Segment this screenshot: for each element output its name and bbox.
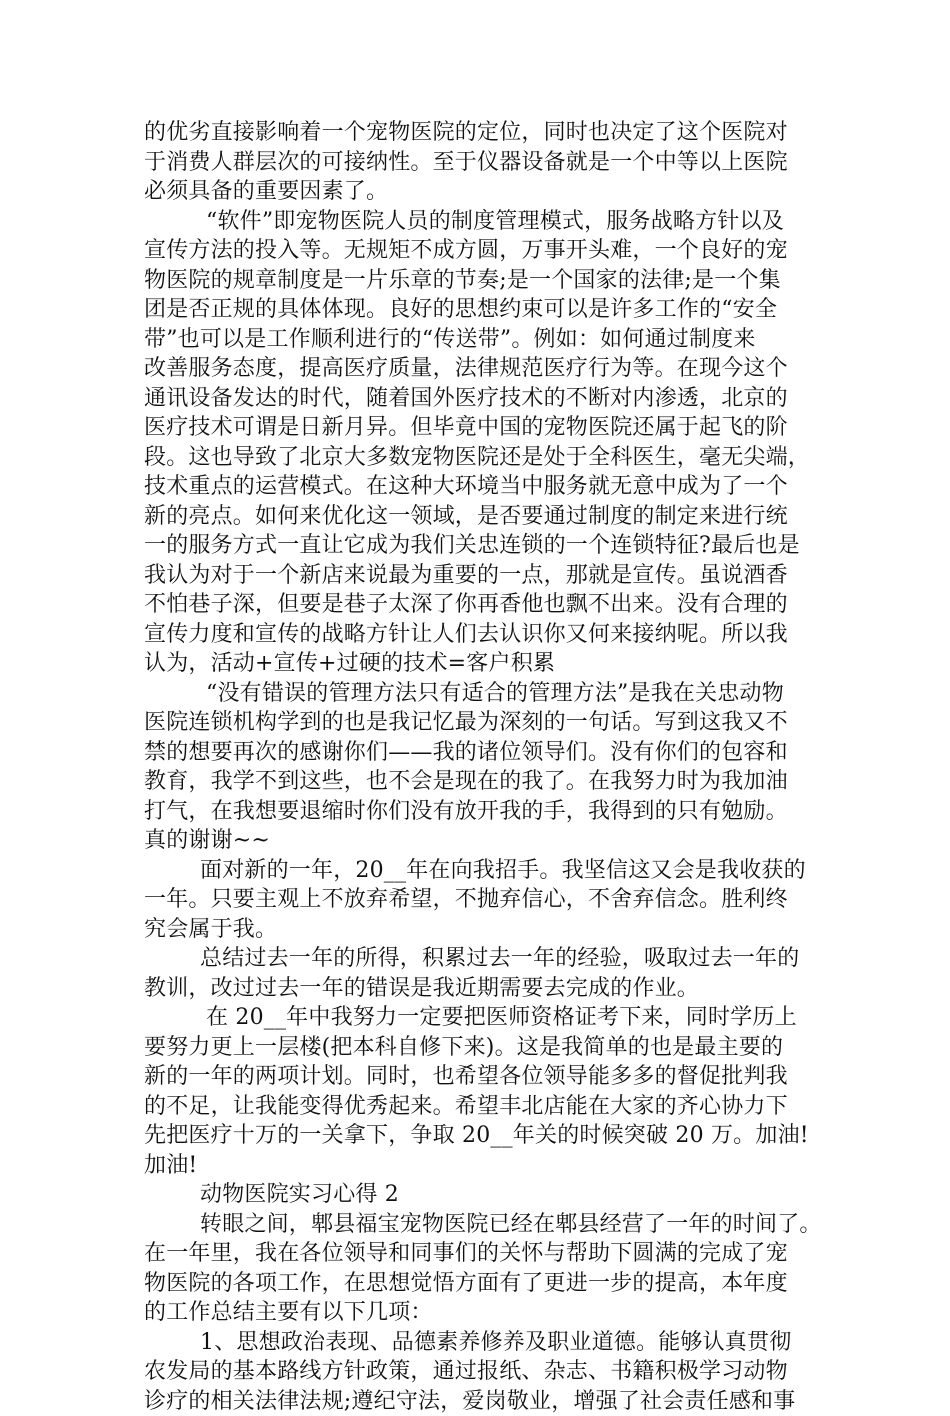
text-line: 通讯设备发达的时代，随着国外医疗技术的不断对内渗透，北京的 <box>144 384 820 414</box>
text-line: 诊疗的相关法律法规;遵纪守法，爱岗敬业，增强了社会责任感和事 <box>144 1387 820 1416</box>
text-line: 医院连锁机构学到的也是我记忆最为深刻的一句话。写到这我又不 <box>144 708 820 738</box>
text-line: 在一年里，我在各位领导和同事们的关怀与帮助下圆满的完成了宠 <box>144 1239 820 1269</box>
text-line: 教育，我学不到这些，也不会是现在的我了。在我努力时为我加油 <box>144 767 820 797</box>
text-line: 团是否正规的具体体现。良好的思想约束可以是许多工作的“安全 <box>144 295 820 325</box>
text-line: 真的谢谢~~ <box>144 826 820 856</box>
section-heading: 动物医院实习心得 2 <box>144 1180 820 1210</box>
paragraph-start: 在 20__年中我努力一定要把医师资格证考下来，同时学历上 <box>144 1003 820 1033</box>
text-line: 宣传力度和宣传的战略方针让人们去认识你又何来接纳呢。所以我 <box>144 620 820 650</box>
text-line: 禁的想要再次的感谢你们——我的诸位领导们。没有你们的包容和 <box>144 738 820 768</box>
text-line: 段。这也导致了北京大多数宠物医院还是处于全科医生，毫无尖端， <box>144 443 820 473</box>
text-line: 技术重点的运营模式。在这种大环境当中服务就无意中成为了一个 <box>144 472 820 502</box>
text-line: 先把医疗十万的一关拿下，争取 20__年关的时候突破 20 万。加油! <box>144 1121 820 1151</box>
text-line: 新的一年的两项计划。同时，也希望各位领导能多多的督促批判我 <box>144 1062 820 1092</box>
text-line: 一的服务方式一直让它成为我们关忠连锁的一个连锁特征?最后也是 <box>144 531 820 561</box>
text-line: 加油! <box>144 1151 820 1181</box>
paragraph-start: “软件”即宠物医院人员的制度管理模式，服务战略方针以及 <box>144 207 820 237</box>
text-line: 我认为对于一个新店来说最为重要的一点，那就是宣传。虽说酒香 <box>144 561 820 591</box>
text-line: 物医院的规章制度是一片乐章的节奏;是一个国家的法律;是一个集 <box>144 266 820 296</box>
text-line: 的优劣直接影响着一个宠物医院的定位，同时也决定了这个医院对 <box>144 118 820 148</box>
text-line: 的工作总结主要有以下几项： <box>144 1298 820 1328</box>
text-line: 必须具备的重要因素了。 <box>144 177 820 207</box>
paragraph-start: 总结过去一年的所得，积累过去一年的经验，吸取过去一年的 <box>144 944 820 974</box>
text-line: 物医院的各项工作，在思想觉悟方面有了更进一步的提高，本年度 <box>144 1269 820 1299</box>
text-line: 的不足，让我能变得优秀起来。希望丰北店能在大家的齐心协力下 <box>144 1092 820 1122</box>
text-line: 带”也可以是工作顺利进行的“传送带”。例如：如何通过制度来 <box>144 325 820 355</box>
text-line: 不怕巷子深，但要是巷子太深了你再香他也飘不出来。没有合理的 <box>144 590 820 620</box>
paragraph-start: 1、思想政治表现、品德素养修养及职业道德。能够认真贯彻 <box>144 1328 820 1358</box>
text-line: 一年。只要主观上不放弃希望，不抛弃信心，不舍弃信念。胜利终 <box>144 885 820 915</box>
text-line: 医疗技术可谓是日新月异。但毕竟中国的宠物医院还属于起飞的阶 <box>144 413 820 443</box>
text-line: 于消费人群层次的可接纳性。至于仪器设备就是一个中等以上医院 <box>144 148 820 178</box>
text-line: 认为，活动+宣传+过硬的技术=客户积累 <box>144 649 820 679</box>
paragraph-start: 转眼之间，郫县福宝宠物医院已经在郫县经营了一年的时间了。 <box>144 1210 820 1240</box>
text-line: 农发局的基本路线方针政策，通过报纸、杂志、书籍积极学习动物 <box>144 1357 820 1387</box>
text-line: 要努力更上一层楼(把本科自修下来)。这是我简单的也是最主要的 <box>144 1033 820 1063</box>
text-line: 究会属于我。 <box>144 915 820 945</box>
paragraph-start: “没有错误的管理方法只有适合的管理方法”是我在关忠动物 <box>144 679 820 709</box>
paragraph-start: 面对新的一年，20__年在向我招手。我坚信这又会是我收获的 <box>144 856 820 886</box>
document-body <box>144 118 820 1416</box>
text-line: 改善服务态度，提高医疗质量，法律规范医疗行为等。在现今这个 <box>144 354 820 384</box>
text-line: 宣传方法的投入等。无规矩不成方圆，万事开头难，一个良好的宠 <box>144 236 820 266</box>
text-line: 打气，在我想要退缩时你们没有放开我的手，我得到的只有勉励。 <box>144 797 820 827</box>
text-line: 新的亮点。如何来优化这一领域，是否要通过制度的制定来进行统 <box>144 502 820 532</box>
text-line: 教训，改过过去一年的错误是我近期需要去完成的作业。 <box>144 974 820 1004</box>
